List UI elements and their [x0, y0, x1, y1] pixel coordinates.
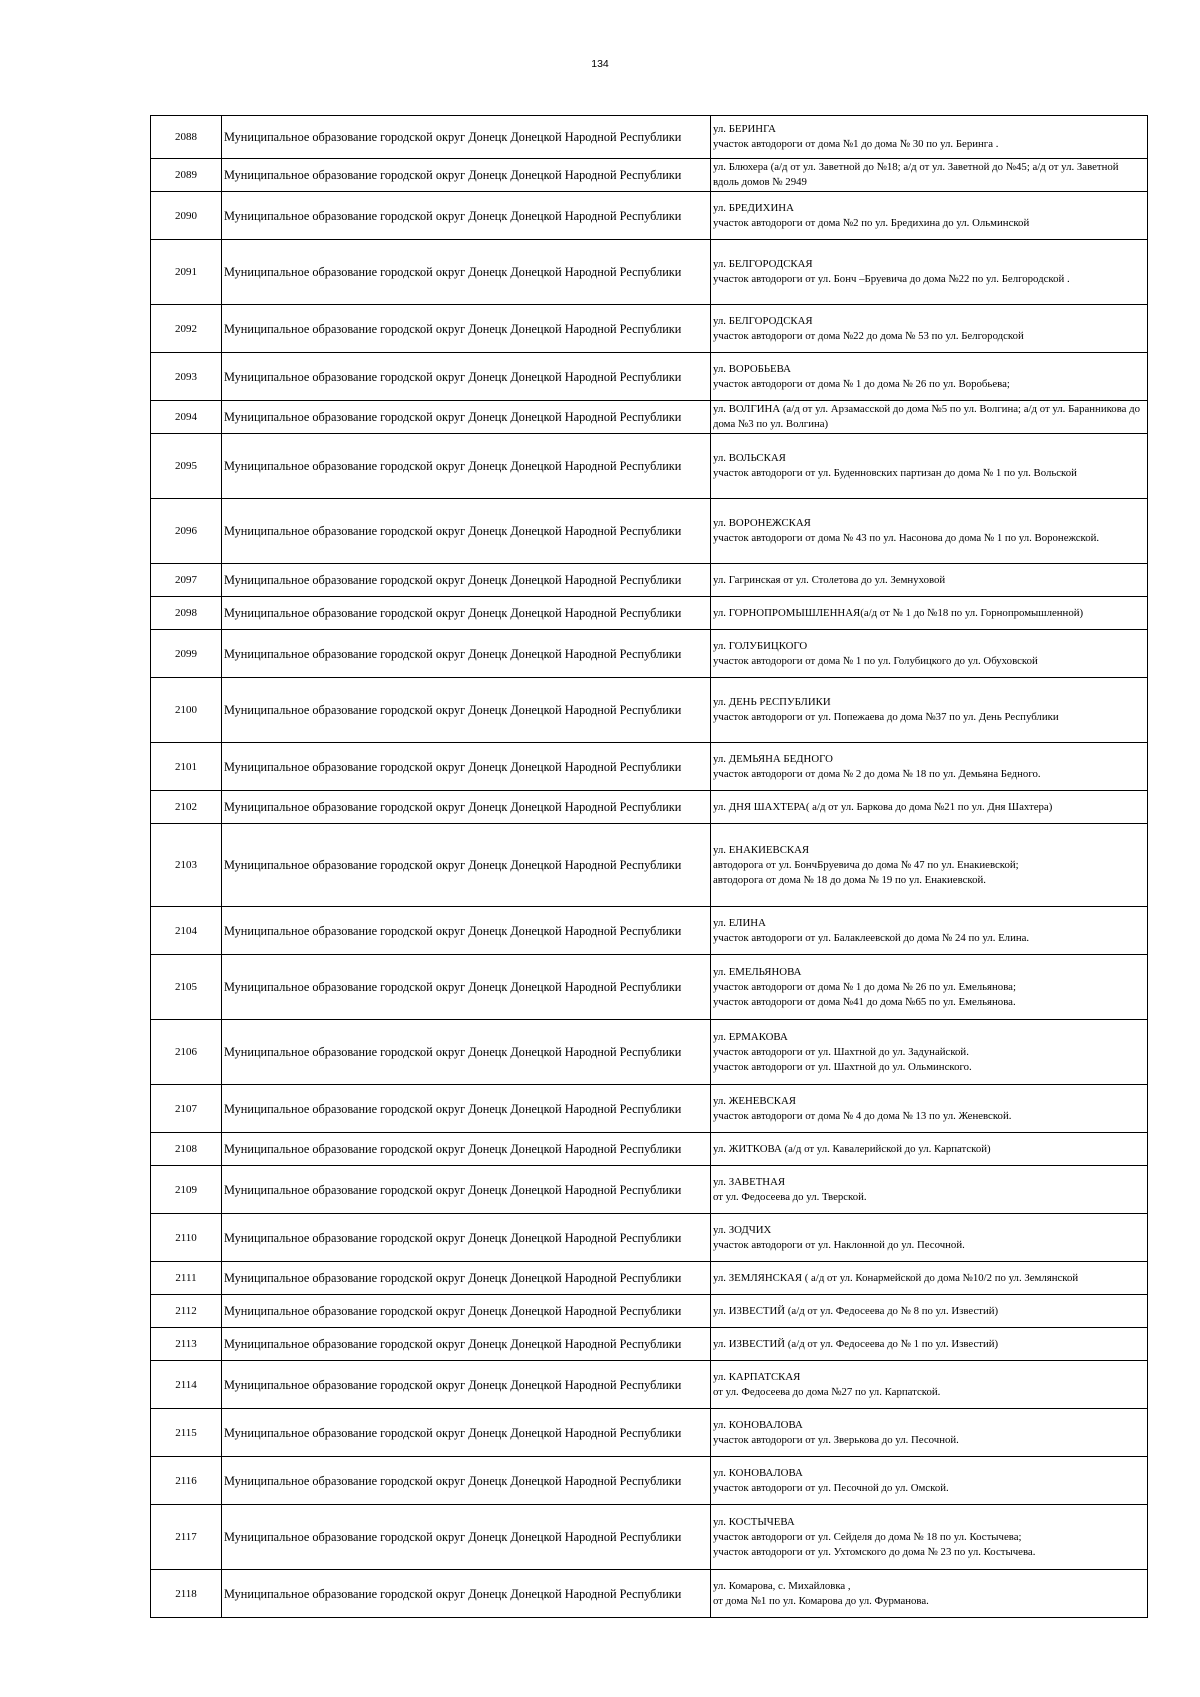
- road-description-line: ул. БЕЛГОРОДСКАЯ: [713, 258, 813, 270]
- organization-name: Муниципальное образование городской округ Донецк Донецкой Народной Республики: [222, 791, 711, 824]
- page-number: 134: [591, 58, 609, 70]
- organization-name: Муниципальное образование городской округ Донецк Донецкой Народной Республики: [222, 434, 711, 499]
- road-description: [711, 434, 1148, 499]
- organization-name: Муниципальное образование городской округ Донецк Донецкой Народной Республики: [222, 1085, 711, 1133]
- organization-name: Муниципальное образование городской округ Донецк Донецкой Народной Республики: [222, 499, 711, 564]
- table-row: [151, 1166, 1148, 1214]
- road-description-line: ул. ЕЛИНА: [713, 916, 766, 929]
- road-description-line: участок автодороги от ул. Песочной до ул. Омской.: [713, 1481, 949, 1494]
- road-description: [711, 1166, 1148, 1214]
- table-row: [151, 597, 1148, 630]
- row-number: 2097: [151, 564, 222, 597]
- table-row: [151, 116, 1148, 159]
- organization-name: Муниципальное образование городской округ Донецк Донецкой Народной Республики: [222, 1505, 711, 1570]
- road-description-line: ул. Комарова, с. Михайловка ,: [713, 1579, 851, 1592]
- road-description: [711, 1409, 1148, 1457]
- row-number: 2102: [151, 791, 222, 824]
- table-row: [151, 907, 1148, 955]
- row-number: 2110: [151, 1214, 222, 1262]
- road-description-line: участок автодороги от дома №22 до дома № 53 по ул. Белгородской: [713, 329, 1024, 342]
- organization-name: Муниципальное образование городской округ Донецк Донецкой Народной Республики: [222, 907, 711, 955]
- road-description: [711, 240, 1148, 305]
- road-description: [711, 1133, 1148, 1166]
- road-description: [711, 678, 1148, 743]
- table-row: [151, 678, 1148, 743]
- row-number: 2088: [151, 116, 222, 159]
- road-description-line: ул. ДНЯ ШАХТЕРА( а/д от ул. Баркова до дома №21 по ул. Дня Шахтера): [713, 800, 1053, 813]
- road-description-line: ул. ДЕМЬЯНА БЕДНОГО: [713, 752, 833, 765]
- road-description-line: от дома №1 по ул. Комарова до ул. Фурманова.: [713, 1594, 929, 1607]
- row-number: 2114: [151, 1361, 222, 1409]
- road-description: [711, 1361, 1148, 1409]
- table-row: [151, 791, 1148, 824]
- organization-name: Муниципальное образование городской округ Донецк Донецкой Народной Республики: [222, 305, 711, 353]
- road-description: [711, 791, 1148, 824]
- registry-table-body: [151, 116, 1148, 1618]
- road-description-line: ул. ГОРНОПРОМЫШЛЕННАЯ(а/д от № 1 до №18 по ул. Горнопромышленной): [713, 606, 1084, 619]
- road-description-line: ул. ЖЕНЕВСКАЯ: [713, 1094, 796, 1107]
- road-description: [711, 564, 1148, 597]
- table-row: [151, 434, 1148, 499]
- row-number: 2098: [151, 597, 222, 630]
- road-description-line: ул. ЕНАКИЕВСКАЯ: [713, 843, 810, 856]
- organization-name: Муниципальное образование городской округ Донецк Донецкой Народной Республики: [222, 1570, 711, 1618]
- road-description-line: ул. ДЕНЬ РЕСПУБЛИКИ: [713, 696, 831, 708]
- road-description: [711, 1295, 1148, 1328]
- road-description-line: участок автодороги от дома № 2 до дома № 18 по ул. Демьяна Бедного.: [713, 767, 1041, 780]
- row-number: 2100: [151, 678, 222, 743]
- row-number: 2095: [151, 434, 222, 499]
- row-number: 2094: [151, 401, 222, 434]
- road-description-line: участок автодороги от дома №2 по ул. Бредихина до ул. Ольминской: [713, 216, 1030, 229]
- road-description-line: участок автодороги от ул. Шахтной до ул. Ольминского.: [713, 1060, 972, 1073]
- table-row: [151, 1409, 1148, 1457]
- table-row: [151, 1295, 1148, 1328]
- road-description-line: ул. ВОЛГИНА (а/д от ул. Арзамасской до дома №5 по ул. Волгина; а/д от ул. Баранникова до дома №3 по ул. Волгина): [713, 403, 1141, 430]
- road-description-line: участок автодороги от дома № 4 до дома № 13 по ул. Женевской.: [713, 1109, 1012, 1122]
- road-description: [711, 1262, 1148, 1295]
- road-description: [711, 1214, 1148, 1262]
- road-description-line: участок автодороги от ул. Балаклеевской до дома № 24 по ул. Елина.: [713, 931, 1030, 944]
- row-number: 2109: [151, 1166, 222, 1214]
- table-row: [151, 1328, 1148, 1361]
- road-description: [711, 499, 1148, 564]
- road-description: [711, 630, 1148, 678]
- organization-name: Муниципальное образование городской округ Донецк Донецкой Народной Республики: [222, 1457, 711, 1505]
- road-description-line: ул. ИЗВЕСТИЙ (а/д от ул. Федосеева до № 8 по ул. Известий): [713, 1304, 999, 1317]
- table-row: [151, 401, 1148, 434]
- road-description-line: участок автодороги от ул. Попежаева до дома №37 по ул. День Республики: [713, 711, 1059, 723]
- organization-name: Муниципальное образование городской округ Донецк Донецкой Народной Республики: [222, 678, 711, 743]
- road-description: [711, 824, 1148, 907]
- table-row: [151, 1505, 1148, 1570]
- road-description-line: ул. БЕРИНГА: [713, 123, 776, 135]
- table-row: [151, 353, 1148, 401]
- road-description: [711, 1020, 1148, 1085]
- organization-name: Муниципальное образование городской округ Донецк Донецкой Народной Республики: [222, 401, 711, 434]
- row-number: 2112: [151, 1295, 222, 1328]
- road-description-line: ул. КОНОВАЛОВА: [713, 1466, 803, 1479]
- table-row: [151, 1457, 1148, 1505]
- road-description: [711, 401, 1148, 434]
- organization-name: Муниципальное образование городской округ Донецк Донецкой Народной Республики: [222, 824, 711, 907]
- table-row: [151, 630, 1148, 678]
- road-description-line: ул. ВОРОНЕЖСКАЯ: [713, 517, 811, 529]
- road-description-line: ул. КОНОВАЛОВА: [713, 1418, 803, 1431]
- road-description: [711, 743, 1148, 791]
- table-row: [151, 1133, 1148, 1166]
- table-row: [151, 1085, 1148, 1133]
- table-row: [151, 564, 1148, 597]
- table-row: [151, 955, 1148, 1020]
- row-number: 2101: [151, 743, 222, 791]
- road-description-line: ул. КОСТЫЧЕВА: [713, 1515, 795, 1528]
- organization-name: Муниципальное образование городской округ Донецк Донецкой Народной Республики: [222, 192, 711, 240]
- organization-name: Муниципальное образование городской округ Донецк Донецкой Народной Республики: [222, 597, 711, 630]
- row-number: 2111: [151, 1262, 222, 1295]
- organization-name: Муниципальное образование городской округ Донецк Донецкой Народной Республики: [222, 1020, 711, 1085]
- road-description-line: ул. ЗЕМЛЯНСКАЯ ( а/д от ул. Конармейской до дома №10/2 по ул. Землянской: [713, 1271, 1079, 1284]
- organization-name: Муниципальное образование городской округ Донецк Донецкой Народной Республики: [222, 1262, 711, 1295]
- road-description-line: участок автодороги от ул. Сейделя до дома № 18 по ул. Костычева;: [713, 1530, 1022, 1543]
- road-description: [711, 955, 1148, 1020]
- table-row: [151, 1570, 1148, 1618]
- road-description-line: ул. ЖИТКОВА (а/д от ул. Кавалерийской до ул. Карпатской): [713, 1142, 991, 1155]
- road-description: [711, 159, 1148, 192]
- table-row: [151, 1262, 1148, 1295]
- row-number: 2116: [151, 1457, 222, 1505]
- row-number: 2106: [151, 1020, 222, 1085]
- organization-name: Муниципальное образование городской округ Донецк Донецкой Народной Республики: [222, 159, 711, 192]
- road-description-line: автодорога от дома № 18 до дома № 19 по ул. Енакиевской.: [713, 873, 986, 886]
- road-description-line: ул. БЕЛГОРОДСКАЯ: [713, 314, 813, 327]
- road-description-line: участок автодороги от дома № 43 по ул. Насонова до дома № 1 по ул. Воронежской.: [713, 532, 1100, 544]
- road-description-line: участок автодороги от дома №1 до дома № 30 по ул. Беринга .: [713, 138, 999, 150]
- row-number: 2089: [151, 159, 222, 192]
- table-row: [151, 159, 1148, 192]
- road-description: [711, 1457, 1148, 1505]
- table-row: [151, 1361, 1148, 1409]
- table-row: [151, 305, 1148, 353]
- table-row: [151, 824, 1148, 907]
- row-number: 2091: [151, 240, 222, 305]
- row-number: 2090: [151, 192, 222, 240]
- row-number: 2103: [151, 824, 222, 907]
- row-number: 2108: [151, 1133, 222, 1166]
- organization-name: Муниципальное образование городской округ Донецк Донецкой Народной Республики: [222, 1166, 711, 1214]
- table-row: [151, 192, 1148, 240]
- road-description: [711, 1085, 1148, 1133]
- road-description-line: ул. ИЗВЕСТИЙ (а/д от ул. Федосеева до № 1 по ул. Известий): [713, 1337, 999, 1350]
- road-description-line: участок автодороги от ул. Бонч –Бруевича до дома №22 по ул. Белгородской .: [713, 273, 1070, 285]
- row-number: 2117: [151, 1505, 222, 1570]
- row-number: 2104: [151, 907, 222, 955]
- road-description-line: от ул. Федосеева до ул. Тверской.: [713, 1190, 867, 1203]
- row-number: 2092: [151, 305, 222, 353]
- road-description-line: участок автодороги от ул. Наклонной до ул. Песочной.: [713, 1238, 965, 1251]
- organization-name: Муниципальное образование городской округ Донецк Донецкой Народной Республики: [222, 1361, 711, 1409]
- row-number: 2115: [151, 1409, 222, 1457]
- row-number: 2099: [151, 630, 222, 678]
- road-description-line: участок автодороги от ул. Шахтной до ул. Задунайской.: [713, 1045, 969, 1058]
- road-description-line: ул. ВОЛЬСКАЯ: [713, 452, 786, 464]
- road-description-line: ул. ЗОДЧИХ: [713, 1223, 772, 1236]
- road-description: [711, 597, 1148, 630]
- road-description: [711, 192, 1148, 240]
- road-description-line: участок автодороги от ул. Зверькова до ул. Песочной.: [713, 1433, 959, 1446]
- row-number: 2118: [151, 1570, 222, 1618]
- road-description: [711, 353, 1148, 401]
- organization-name: Муниципальное образование городской округ Донецк Донецкой Народной Республики: [222, 564, 711, 597]
- road-description: [711, 907, 1148, 955]
- registry-table: [150, 115, 1148, 1618]
- road-description-line: участок автодороги от дома №41 до дома №65 по ул. Емельянова.: [713, 995, 1016, 1008]
- road-description-line: ул. ЗАВЕТНАЯ: [713, 1175, 786, 1188]
- organization-name: Муниципальное образование городской округ Донецк Донецкой Народной Республики: [222, 1328, 711, 1361]
- organization-name: Муниципальное образование городской округ Донецк Донецкой Народной Республики: [222, 1133, 711, 1166]
- row-number: 2096: [151, 499, 222, 564]
- row-number: 2107: [151, 1085, 222, 1133]
- road-description-line: ул. ЕМЕЛЬЯНОВА: [713, 965, 802, 978]
- row-number: 2105: [151, 955, 222, 1020]
- organization-name: Муниципальное образование городской округ Донецк Донецкой Народной Республики: [222, 116, 711, 159]
- road-description-line: ул. БРЕДИХИНА: [713, 201, 794, 214]
- road-description-line: участок автодороги от дома № 1 до дома № 26 по ул. Емельянова;: [713, 980, 1016, 993]
- road-description-line: ул. ВОРОБЬЕВА: [713, 362, 791, 375]
- table-row: [151, 240, 1148, 305]
- road-description-line: ул. Гагринская от ул. Столетова до ул. Земнуховой: [713, 573, 946, 586]
- organization-name: Муниципальное образование городской округ Донецк Донецкой Народной Республики: [222, 1214, 711, 1262]
- table-row: [151, 499, 1148, 564]
- road-description-line: от ул. Федосеева до дома №27 по ул. Карпатской.: [713, 1385, 941, 1398]
- road-description-line: ул. ЕРМАКОВА: [713, 1030, 788, 1043]
- road-description-line: участок автодороги от дома № 1 по ул. Голубицкого до ул. Обуховской: [713, 654, 1038, 667]
- table-row: [151, 743, 1148, 791]
- row-number: 2093: [151, 353, 222, 401]
- road-description: [711, 1328, 1148, 1361]
- organization-name: Муниципальное образование городской округ Донецк Донецкой Народной Республики: [222, 240, 711, 305]
- road-description-line: участок автодороги от ул. Буденновских партизан до дома № 1 по ул. Вольской: [713, 467, 1077, 479]
- table-row: [151, 1214, 1148, 1262]
- road-description: [711, 1505, 1148, 1570]
- organization-name: Муниципальное образование городской округ Донецк Донецкой Народной Республики: [222, 630, 711, 678]
- road-description: [711, 1570, 1148, 1618]
- organization-name: Муниципальное образование городской округ Донецк Донецкой Народной Республики: [222, 955, 711, 1020]
- organization-name: Муниципальное образование городской округ Донецк Донецкой Народной Республики: [222, 1409, 711, 1457]
- road-description-line: ул. Блюхера (а/д от ул. Заветной до №18; а/д от ул. Заветной до №45; а/д от ул. Заветной вдоль домов № 2949: [713, 161, 1119, 188]
- road-description-line: ул. ГОЛУБИЦКОГО: [713, 639, 808, 652]
- table-row: [151, 1020, 1148, 1085]
- road-description-line: участок автодороги от дома № 1 до дома № 26 по ул. Воробьева;: [713, 377, 1010, 390]
- road-description: [711, 116, 1148, 159]
- road-description-line: автодорога от ул. БончБруевича до дома № 47 по ул. Енакиевской;: [713, 858, 1019, 871]
- road-description-line: участок автодороги от ул. Ухтомского до дома № 23 по ул. Костычева.: [713, 1545, 1036, 1558]
- organization-name: Муниципальное образование городской округ Донецк Донецкой Народной Республики: [222, 1295, 711, 1328]
- row-number: 2113: [151, 1328, 222, 1361]
- road-description: [711, 305, 1148, 353]
- road-description-line: ул. КАРПАТСКАЯ: [713, 1370, 801, 1383]
- organization-name: Муниципальное образование городской округ Донецк Донецкой Народной Республики: [222, 353, 711, 401]
- organization-name: Муниципальное образование городской округ Донецк Донецкой Народной Республики: [222, 743, 711, 791]
